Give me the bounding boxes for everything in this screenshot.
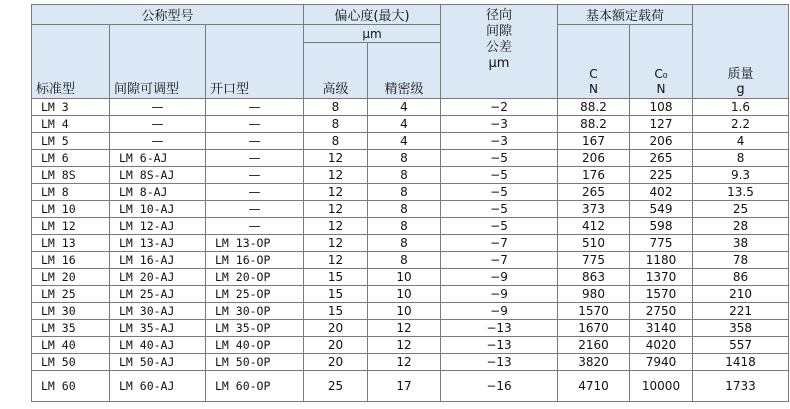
cell-standard: LM 10 (32, 201, 110, 218)
cell-c: 3820 (558, 354, 630, 371)
cell-precision: 4 (368, 99, 441, 116)
cell-adjustable: LM 25-AJ (110, 286, 206, 303)
header-eccentricity: 偏心度(最大) (304, 5, 441, 25)
header-open: 开口型 (206, 25, 304, 99)
header-eccentricity-unit: μm (304, 25, 441, 43)
cell-c: 167 (558, 133, 630, 150)
cell-radial: −5 (441, 150, 558, 167)
cell-radial: −13 (441, 320, 558, 337)
cell-standard: LM 30 (32, 303, 110, 320)
radial-line-1: 径向 (485, 8, 512, 23)
cell-c: 265 (558, 184, 630, 201)
cell-mass: 8 (693, 150, 789, 167)
cell-adjustable: — (110, 133, 206, 150)
header-mass-unit: g (736, 82, 745, 97)
cell-c0: 265 (630, 150, 693, 167)
cell-c: 1670 (558, 320, 630, 337)
table-header (32, 5, 789, 99)
cell-open: — (206, 150, 304, 167)
header-c-label: C (589, 67, 598, 81)
cell-mass: 221 (693, 303, 789, 320)
table-row (32, 218, 789, 235)
header-c0-label: C₀ (654, 67, 668, 81)
table-row (32, 201, 789, 218)
cell-radial: −9 (441, 303, 558, 320)
header-nominal-model: 公称型号 (32, 5, 304, 25)
cell-standard: LM 5 (32, 133, 110, 150)
cell-precision: 8 (368, 218, 441, 235)
cell-c: 88.2 (558, 99, 630, 116)
cell-high: 8 (304, 99, 368, 116)
cell-precision: 10 (368, 269, 441, 286)
table-row (32, 303, 789, 320)
cell-open: LM 16-OP (206, 252, 304, 269)
cell-adjustable: LM 60-AJ (110, 371, 206, 402)
cell-c: 863 (558, 269, 630, 286)
cell-mass: 38 (693, 235, 789, 252)
cell-c0: 2750 (630, 303, 693, 320)
radial-line-unit: μm (488, 56, 510, 71)
cell-high: 8 (304, 133, 368, 150)
cell-c0: 206 (630, 133, 693, 150)
cell-high: 12 (304, 252, 368, 269)
cell-standard: LM 60 (32, 371, 110, 402)
cell-open: LM 35-OP (206, 320, 304, 337)
cell-adjustable: LM 16-AJ (110, 252, 206, 269)
cell-precision: 12 (368, 320, 441, 337)
cell-open: LM 60-OP (206, 371, 304, 402)
cell-open: LM 40-OP (206, 337, 304, 354)
cell-radial: −3 (441, 116, 558, 133)
cell-mass: 28 (693, 218, 789, 235)
cell-mass: 4 (693, 133, 789, 150)
table-row (32, 252, 789, 269)
header-precision: 精密级 (368, 43, 441, 99)
cell-adjustable: LM 13-AJ (110, 235, 206, 252)
table-row (32, 150, 789, 167)
cell-c0: 108 (630, 99, 693, 116)
cell-high: 15 (304, 286, 368, 303)
cell-open: — (206, 99, 304, 116)
cell-adjustable: LM 8-AJ (110, 184, 206, 201)
cell-mass: 78 (693, 252, 789, 269)
table-row (32, 337, 789, 354)
cell-c: 412 (558, 218, 630, 235)
header-basic-load: 基本额定载荷 (558, 5, 693, 25)
cell-standard: LM 12 (32, 218, 110, 235)
cell-open: — (206, 184, 304, 201)
radial-line-2: 间隙 (485, 24, 512, 39)
cell-radial: −2 (441, 99, 558, 116)
cell-radial: −5 (441, 167, 558, 184)
header-radial-clearance (441, 5, 558, 99)
cell-c0: 775 (630, 235, 693, 252)
cell-standard: LM 8 (32, 184, 110, 201)
cell-standard: LM 50 (32, 354, 110, 371)
cell-open: LM 25-OP (206, 286, 304, 303)
header-mass-label: 质量 (727, 67, 754, 82)
table-row (32, 371, 789, 402)
cell-adjustable: — (110, 99, 206, 116)
cell-open: — (206, 218, 304, 235)
cell-standard: LM 8S (32, 167, 110, 184)
cell-adjustable: LM 20-AJ (110, 269, 206, 286)
cell-mass: 2.2 (693, 116, 789, 133)
cell-mass: 9.3 (693, 167, 789, 184)
cell-c: 373 (558, 201, 630, 218)
cell-precision: 8 (368, 150, 441, 167)
cell-standard: LM 4 (32, 116, 110, 133)
cell-standard: LM 20 (32, 269, 110, 286)
cell-adjustable: — (110, 116, 206, 133)
table-row (32, 184, 789, 201)
header-high: 高级 (304, 43, 368, 99)
cell-c0: 225 (630, 167, 693, 184)
cell-c0: 1370 (630, 269, 693, 286)
cell-c0: 7940 (630, 354, 693, 371)
cell-precision: 4 (368, 116, 441, 133)
cell-radial: −3 (441, 133, 558, 150)
cell-adjustable: LM 12-AJ (110, 218, 206, 235)
cell-open: — (206, 167, 304, 184)
cell-c0: 598 (630, 218, 693, 235)
cell-standard: LM 35 (32, 320, 110, 337)
cell-c: 775 (558, 252, 630, 269)
cell-standard: LM 25 (32, 286, 110, 303)
cell-mass: 358 (693, 320, 789, 337)
cell-precision: 12 (368, 354, 441, 371)
cell-high: 12 (304, 201, 368, 218)
cell-precision: 8 (368, 184, 441, 201)
table-row (32, 320, 789, 337)
cell-high: 8 (304, 116, 368, 133)
cell-c0: 3140 (630, 320, 693, 337)
cell-high: 15 (304, 269, 368, 286)
cell-precision: 17 (368, 371, 441, 402)
cell-mass: 1418 (693, 354, 789, 371)
cell-standard: LM 13 (32, 235, 110, 252)
header-standard: 标准型 (32, 25, 110, 99)
cell-c0: 10000 (630, 371, 693, 402)
cell-radial: −9 (441, 269, 558, 286)
bearing-spec-table (31, 4, 789, 402)
table-row (32, 354, 789, 371)
cell-high: 25 (304, 371, 368, 402)
cell-standard: LM 3 (32, 99, 110, 116)
cell-open: — (206, 133, 304, 150)
cell-adjustable: LM 30-AJ (110, 303, 206, 320)
cell-high: 12 (304, 218, 368, 235)
cell-adjustable: LM 50-AJ (110, 354, 206, 371)
cell-adjustable: LM 8S-AJ (110, 167, 206, 184)
cell-precision: 4 (368, 133, 441, 150)
table-row (32, 133, 789, 150)
cell-precision: 8 (368, 252, 441, 269)
cell-radial: −13 (441, 337, 558, 354)
cell-radial: −16 (441, 371, 558, 402)
header-mass (693, 5, 789, 99)
cell-standard: LM 16 (32, 252, 110, 269)
cell-open: — (206, 201, 304, 218)
cell-high: 12 (304, 184, 368, 201)
cell-precision: 8 (368, 201, 441, 218)
cell-c: 206 (558, 150, 630, 167)
radial-line-3: 公差 (485, 40, 512, 55)
cell-mass: 210 (693, 286, 789, 303)
cell-adjustable: LM 35-AJ (110, 320, 206, 337)
cell-adjustable: LM 40-AJ (110, 337, 206, 354)
table-row (32, 99, 789, 116)
cell-high: 20 (304, 337, 368, 354)
cell-radial: −5 (441, 218, 558, 235)
cell-radial: −13 (441, 354, 558, 371)
cell-mass: 86 (693, 269, 789, 286)
table-row (32, 235, 789, 252)
table-row (32, 269, 789, 286)
cell-open: LM 50-OP (206, 354, 304, 371)
cell-c: 1570 (558, 303, 630, 320)
cell-mass: 1.6 (693, 99, 789, 116)
cell-precision: 8 (368, 167, 441, 184)
cell-c0: 1570 (630, 286, 693, 303)
cell-mass: 13.5 (693, 184, 789, 201)
cell-c: 176 (558, 167, 630, 184)
cell-c: 980 (558, 286, 630, 303)
cell-c: 88.2 (558, 116, 630, 133)
table-row (32, 116, 789, 133)
cell-radial: −7 (441, 252, 558, 269)
cell-open: — (206, 116, 304, 133)
cell-open: LM 13-OP (206, 235, 304, 252)
cell-high: 20 (304, 354, 368, 371)
cell-adjustable: LM 6-AJ (110, 150, 206, 167)
cell-c: 2160 (558, 337, 630, 354)
cell-c0: 4020 (630, 337, 693, 354)
cell-radial: −7 (441, 235, 558, 252)
cell-c0: 549 (630, 201, 693, 218)
cell-standard: LM 6 (32, 150, 110, 167)
cell-c0: 402 (630, 184, 693, 201)
cell-radial: −9 (441, 286, 558, 303)
header-c0-unit: N (656, 82, 666, 96)
cell-standard: LM 40 (32, 337, 110, 354)
cell-adjustable: LM 10-AJ (110, 201, 206, 218)
cell-precision: 10 (368, 286, 441, 303)
cell-mass: 25 (693, 201, 789, 218)
cell-precision: 10 (368, 303, 441, 320)
cell-precision: 8 (368, 235, 441, 252)
cell-c: 4710 (558, 371, 630, 402)
cell-high: 12 (304, 167, 368, 184)
cell-high: 12 (304, 235, 368, 252)
cell-high: 20 (304, 320, 368, 337)
cell-radial: −5 (441, 184, 558, 201)
header-c-unit: N (589, 82, 598, 96)
cell-high: 12 (304, 150, 368, 167)
cell-mass: 1733 (693, 371, 789, 402)
cell-precision: 12 (368, 337, 441, 354)
table-body (32, 99, 789, 402)
table-row (32, 167, 789, 184)
cell-radial: −5 (441, 201, 558, 218)
cell-open: LM 20-OP (206, 269, 304, 286)
header-c (558, 25, 630, 99)
table-row (32, 286, 789, 303)
cell-open: LM 30-OP (206, 303, 304, 320)
cell-c0: 127 (630, 116, 693, 133)
cell-c0: 1180 (630, 252, 693, 269)
cell-mass: 557 (693, 337, 789, 354)
cell-high: 15 (304, 303, 368, 320)
header-c0 (630, 25, 693, 99)
cell-c: 510 (558, 235, 630, 252)
header-adjustable: 间隙可调型 (110, 25, 206, 99)
